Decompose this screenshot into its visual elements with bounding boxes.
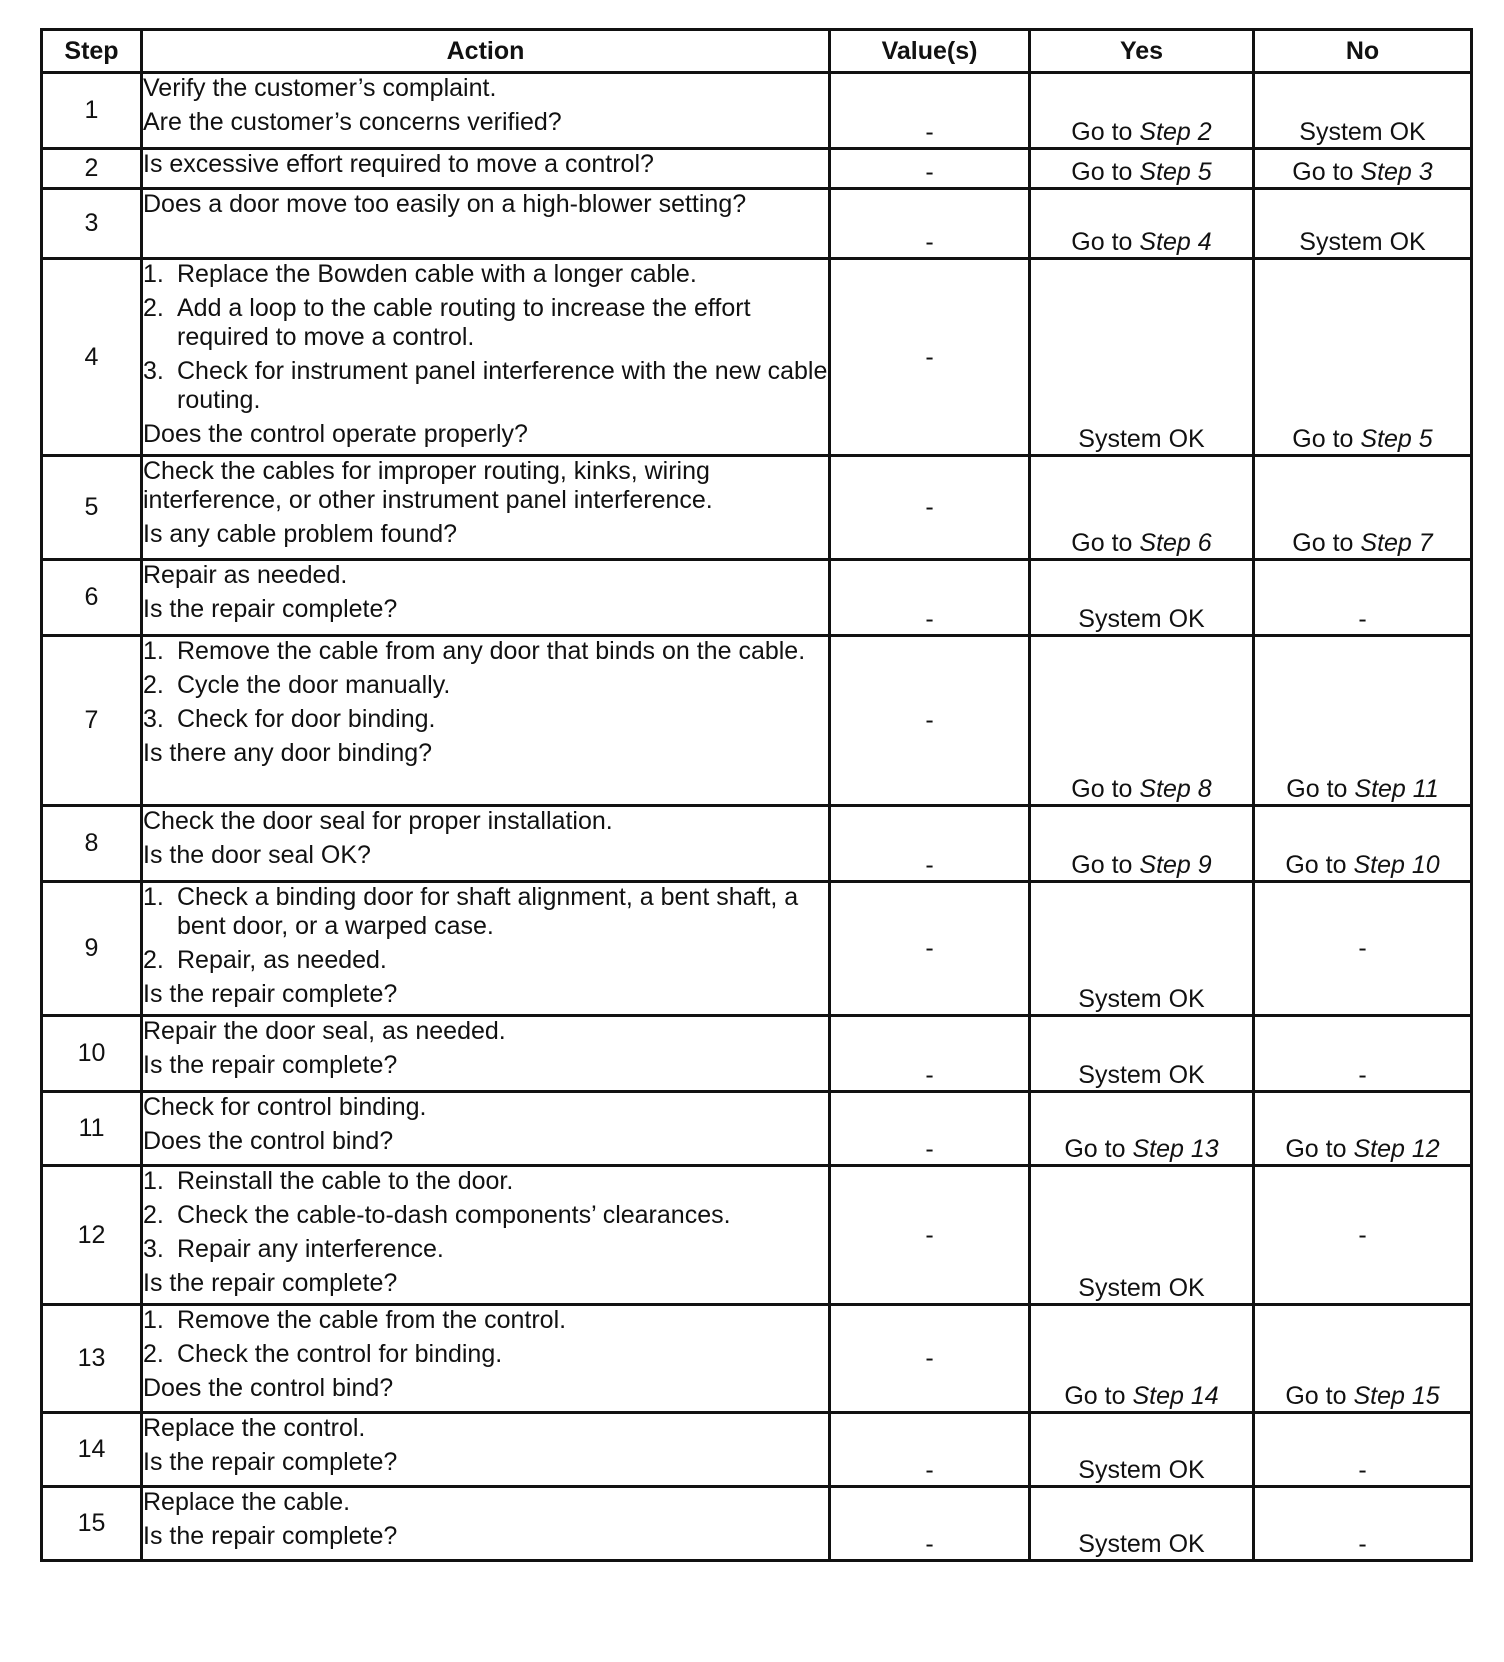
- outcome-text: System OK: [1078, 1061, 1205, 1089]
- action-line: Verify the customer’s complaint.: [143, 74, 497, 102]
- outcome-text: -: [1358, 1530, 1367, 1558]
- action-item-number: 1.: [143, 1167, 164, 1195]
- table-row: [42, 1016, 1472, 1092]
- action-cell: [142, 189, 830, 259]
- action-list-item: [143, 671, 828, 700]
- value-cell: -: [830, 259, 1030, 456]
- no-cell: [1254, 1305, 1472, 1413]
- outcome-prefix: Go to: [1064, 1135, 1126, 1163]
- outcome-text: System OK: [1078, 605, 1205, 633]
- action-list-item: [143, 1306, 828, 1335]
- step-reference-link[interactable]: Step 5: [1139, 158, 1212, 186]
- outcome-text: -: [1358, 605, 1367, 633]
- value-cell: -: [830, 882, 1030, 1016]
- yes-cell: [1030, 149, 1254, 189]
- outcome-prefix: Go to: [1285, 1135, 1347, 1163]
- action-line: Does a door move too easily on a high-blower setting?: [143, 190, 747, 218]
- action-item-text: Repair, as needed.: [177, 946, 387, 974]
- value-cell: -: [830, 1413, 1030, 1487]
- no-cell: [1254, 1487, 1472, 1561]
- table-row: [42, 1413, 1472, 1487]
- action-list-item: [143, 1201, 828, 1230]
- action-cell: [142, 1487, 830, 1561]
- diagnostic-table: [40, 28, 1473, 1562]
- no-cell: [1254, 1016, 1472, 1092]
- step-number: 1: [42, 73, 142, 149]
- step-reference-link[interactable]: Step 12: [1353, 1135, 1440, 1163]
- step-number: 4: [42, 259, 142, 456]
- yes-cell: [1030, 1166, 1254, 1305]
- action-line: Repair the door seal, as needed.: [143, 1017, 506, 1045]
- action-line: Is any cable problem found?: [143, 520, 458, 548]
- action-cell: [142, 636, 830, 806]
- step-number: 11: [42, 1092, 142, 1166]
- table-row: [42, 1092, 1472, 1166]
- action-line: Is there any door binding?: [143, 739, 433, 767]
- action-item-number: 3.: [143, 357, 164, 385]
- action-line: Is excessive effort required to move a control?: [143, 150, 654, 178]
- action-item-number: 1.: [143, 260, 164, 288]
- step-number: 15: [42, 1487, 142, 1561]
- step-reference-link[interactable]: Step 2: [1139, 118, 1212, 146]
- action-line: Repair as needed.: [143, 561, 348, 589]
- outcome-prefix: Go to: [1071, 118, 1133, 146]
- value-cell: -: [830, 1016, 1030, 1092]
- step-reference-link[interactable]: Step 14: [1132, 1382, 1219, 1410]
- outcome-prefix: Go to: [1292, 425, 1354, 453]
- outcome-text: System OK: [1078, 1456, 1205, 1484]
- action-line: Is the repair complete?: [143, 980, 398, 1008]
- action-line: Is the door seal OK?: [143, 841, 371, 869]
- action-line: Does the control operate properly?: [143, 420, 528, 448]
- yes-cell: [1030, 456, 1254, 560]
- action-line: Is the repair complete?: [143, 595, 398, 623]
- action-item-text: Reinstall the cable to the door.: [177, 1167, 514, 1195]
- action-item-text: Check the cable-to-dash components’ clearances.: [177, 1201, 731, 1229]
- header-step: Step: [42, 30, 142, 73]
- outcome-text: System OK: [1078, 425, 1205, 453]
- action-item-number: 1.: [143, 883, 164, 911]
- outcome-prefix: Go to: [1071, 529, 1133, 557]
- yes-cell: [1030, 189, 1254, 259]
- action-list-item: [143, 357, 828, 415]
- no-cell: [1254, 806, 1472, 882]
- outcome-text: -: [1358, 1456, 1367, 1484]
- table-row: [42, 149, 1472, 189]
- table-row: [42, 1305, 1472, 1413]
- action-item-number: 2.: [143, 1340, 164, 1368]
- no-cell: [1254, 259, 1472, 456]
- action-line: Replace the control.: [143, 1414, 366, 1442]
- yes-cell: [1030, 1092, 1254, 1166]
- action-cell: [142, 456, 830, 560]
- action-cell: [142, 259, 830, 456]
- step-reference-link[interactable]: Step 6: [1139, 529, 1212, 557]
- outcome-prefix: Go to: [1071, 775, 1133, 803]
- yes-cell: [1030, 636, 1254, 806]
- action-item-text: Cycle the door manually.: [177, 671, 451, 699]
- outcome-text: System OK: [1078, 1274, 1205, 1302]
- step-number: 14: [42, 1413, 142, 1487]
- outcome-text: -: [1358, 1061, 1367, 1089]
- table-row: [42, 259, 1472, 456]
- action-line: Replace the cable.: [143, 1488, 351, 1516]
- action-line: Is the repair complete?: [143, 1448, 398, 1476]
- action-cell: [142, 1016, 830, 1092]
- step-number: 6: [42, 560, 142, 636]
- step-number: 8: [42, 806, 142, 882]
- action-list-item: [143, 946, 828, 975]
- outcome-prefix: Go to: [1292, 529, 1354, 557]
- action-line: Is the repair complete?: [143, 1051, 398, 1079]
- yes-cell: [1030, 1487, 1254, 1561]
- outcome-text: System OK: [1078, 1530, 1205, 1558]
- outcome-prefix: Go to: [1071, 851, 1133, 879]
- action-line: Are the customer’s concerns verified?: [143, 108, 562, 136]
- step-number: 2: [42, 149, 142, 189]
- action-line: Is the repair complete?: [143, 1269, 398, 1297]
- yes-cell: [1030, 1305, 1254, 1413]
- action-list-item: [143, 637, 828, 666]
- action-line: Is the repair complete?: [143, 1522, 398, 1550]
- no-cell: [1254, 1092, 1472, 1166]
- value-cell: -: [830, 189, 1030, 259]
- action-list-item: [143, 705, 828, 734]
- no-cell: [1254, 149, 1472, 189]
- no-cell: [1254, 73, 1472, 149]
- yes-cell: [1030, 73, 1254, 149]
- outcome-prefix: Go to: [1064, 1382, 1126, 1410]
- yes-cell: [1030, 1413, 1254, 1487]
- step-number: 7: [42, 636, 142, 806]
- value-cell: -: [830, 73, 1030, 149]
- action-item-text: Remove the cable from the control.: [177, 1306, 567, 1334]
- step-number: 9: [42, 882, 142, 1016]
- action-item-number: 2.: [143, 671, 164, 699]
- step-reference-link[interactable]: Step 9: [1139, 851, 1212, 879]
- action-list-item: [143, 1167, 828, 1196]
- yes-cell: [1030, 560, 1254, 636]
- table-row: [42, 189, 1472, 259]
- action-cell: [142, 1092, 830, 1166]
- action-cell: [142, 806, 830, 882]
- value-cell: -: [830, 1487, 1030, 1561]
- action-line: Does the control bind?: [143, 1374, 394, 1402]
- step-reference-link[interactable]: Step 4: [1139, 228, 1212, 256]
- step-reference-link[interactable]: Step 15: [1353, 1382, 1440, 1410]
- yes-cell: [1030, 806, 1254, 882]
- no-cell: [1254, 882, 1472, 1016]
- action-cell: [142, 1166, 830, 1305]
- action-item-number: 3.: [143, 705, 164, 733]
- action-item-number: 2.: [143, 294, 164, 322]
- header-action: Action: [142, 30, 830, 73]
- action-item-text: Check a binding door for shaft alignment, a bent shaft, a bent door, or a warped case.: [177, 883, 799, 940]
- action-item-text: Check the control for binding.: [177, 1340, 503, 1368]
- action-cell: [142, 149, 830, 189]
- table-row: [42, 636, 1472, 806]
- action-item-text: Check for door binding.: [177, 705, 436, 733]
- action-list-item: [143, 260, 828, 289]
- step-reference-link[interactable]: Step 3: [1360, 158, 1433, 186]
- value-cell: -: [830, 456, 1030, 560]
- no-cell: [1254, 456, 1472, 560]
- no-cell: [1254, 1166, 1472, 1305]
- action-item-number: 1.: [143, 1306, 164, 1334]
- action-line: Does the control bind?: [143, 1127, 394, 1155]
- header-no: No: [1254, 30, 1472, 73]
- yes-cell: [1030, 882, 1254, 1016]
- action-item-text: Add a loop to the cable routing to increase the effort required to move a control.: [177, 294, 751, 351]
- value-cell: -: [830, 1166, 1030, 1305]
- outcome-text: -: [1358, 1220, 1367, 1249]
- outcome-prefix: Go to: [1071, 158, 1133, 186]
- action-item-number: 1.: [143, 637, 164, 665]
- table-row: [42, 806, 1472, 882]
- value-cell: -: [830, 149, 1030, 189]
- no-cell: [1254, 189, 1472, 259]
- step-number: 3: [42, 189, 142, 259]
- outcome-prefix: Go to: [1071, 228, 1133, 256]
- step-number: 10: [42, 1016, 142, 1092]
- outcome-text: System OK: [1299, 228, 1426, 256]
- outcome-prefix: Go to: [1292, 158, 1354, 186]
- step-reference-link[interactable]: Step 5: [1360, 425, 1433, 453]
- value-cell: -: [830, 806, 1030, 882]
- no-cell: [1254, 1413, 1472, 1487]
- header-yes: Yes: [1030, 30, 1254, 73]
- no-cell: [1254, 560, 1472, 636]
- action-line: Check the door seal for proper installation.: [143, 807, 613, 835]
- table-row: [42, 882, 1472, 1016]
- action-list-item: [143, 1340, 828, 1369]
- action-cell: [142, 882, 830, 1016]
- step-number: 12: [42, 1166, 142, 1305]
- value-cell: -: [830, 1092, 1030, 1166]
- outcome-text: System OK: [1078, 985, 1205, 1013]
- outcome-prefix: Go to: [1285, 851, 1347, 879]
- action-item-text: Check for instrument panel interference with the new cable routing.: [177, 357, 828, 414]
- action-list-item: [143, 294, 828, 352]
- table-row: [42, 560, 1472, 636]
- table-row: [42, 1487, 1472, 1561]
- step-reference-link[interactable]: Step 8: [1139, 775, 1212, 803]
- action-item-number: 2.: [143, 946, 164, 974]
- outcome-text: System OK: [1299, 118, 1426, 146]
- step-number: 13: [42, 1305, 142, 1413]
- table-row: [42, 73, 1472, 149]
- action-item-text: Replace the Bowden cable with a longer cable.: [177, 260, 697, 288]
- action-line: Check the cables for improper routing, kinks, wiring interference, or other instrument panel interference.: [143, 457, 713, 514]
- action-item-number: 3.: [143, 1235, 164, 1263]
- no-cell: [1254, 636, 1472, 806]
- action-line: Check for control binding.: [143, 1093, 427, 1121]
- action-list-item: [143, 883, 828, 941]
- outcome-prefix: Go to: [1286, 775, 1348, 803]
- value-cell: -: [830, 636, 1030, 806]
- step-reference-link[interactable]: Step 11: [1354, 775, 1439, 803]
- table-row: [42, 1166, 1472, 1305]
- action-list-item: [143, 1235, 828, 1264]
- action-item-text: Repair any interference.: [177, 1235, 444, 1263]
- action-cell: [142, 73, 830, 149]
- step-reference-link[interactable]: Step 10: [1353, 851, 1440, 879]
- header-row: [42, 30, 1472, 73]
- yes-cell: [1030, 1016, 1254, 1092]
- outcome-prefix: Go to: [1285, 1382, 1347, 1410]
- step-reference-link[interactable]: Step 13: [1132, 1135, 1219, 1163]
- action-item-text: Remove the cable from any door that binds on the cable.: [177, 637, 806, 665]
- step-reference-link[interactable]: Step 7: [1360, 529, 1433, 557]
- step-number: 5: [42, 456, 142, 560]
- action-cell: [142, 560, 830, 636]
- yes-cell: [1030, 259, 1254, 456]
- header-values: Value(s): [830, 30, 1030, 73]
- outcome-text: -: [1358, 934, 1367, 962]
- action-item-number: 2.: [143, 1201, 164, 1229]
- action-cell: [142, 1413, 830, 1487]
- value-cell: -: [830, 1305, 1030, 1413]
- table-row: [42, 456, 1472, 560]
- value-cell: -: [830, 560, 1030, 636]
- action-cell: [142, 1305, 830, 1413]
